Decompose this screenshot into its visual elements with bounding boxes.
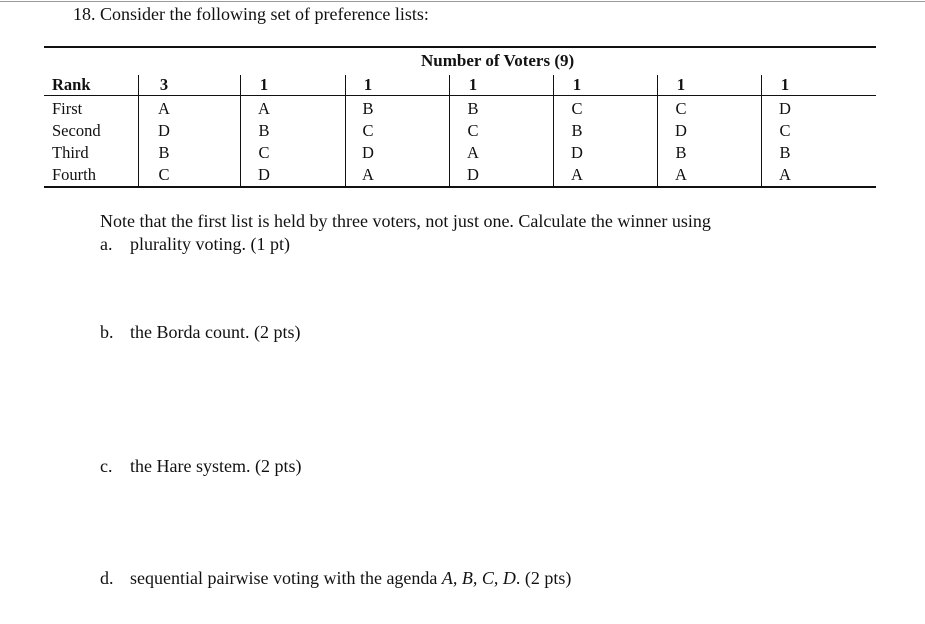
column-divider: [657, 75, 658, 186]
table-cell: D: [158, 121, 170, 140]
table-cell: B: [675, 143, 687, 162]
column-divider: [449, 75, 450, 186]
question-title: 18. Consider the following set of preference lists:: [73, 4, 429, 24]
table-cell: C: [258, 143, 270, 162]
table-cell: A: [362, 165, 374, 184]
part-d: [100, 568, 571, 589]
table-cell: D: [258, 165, 270, 184]
table-cell: D: [779, 99, 791, 118]
table-cell: D: [571, 143, 583, 162]
voter-count: 1: [468, 75, 478, 94]
column-divider: [761, 75, 762, 186]
column-divider: [240, 75, 241, 186]
table-cell: B: [467, 99, 479, 118]
voters-group-header: Number of Voters (9): [421, 51, 575, 70]
part-letter: d.: [100, 568, 114, 588]
column-divider: [345, 75, 346, 186]
rank-header: Rank: [52, 75, 91, 94]
part-letter: a.: [100, 234, 113, 254]
instructions-note: Note that the first list is held by three voters, not just one. Calculate the winner using: [100, 211, 711, 231]
table-cell: C: [158, 165, 170, 184]
part-text: sequential pairwise voting with the agenda: [130, 568, 438, 588]
table-cell: A: [779, 165, 791, 184]
table-bottom-rule: [44, 186, 876, 188]
table-cell: A: [675, 165, 687, 184]
table-cell: A: [467, 143, 479, 162]
part-text: the Borda count. (2 pts): [130, 322, 301, 342]
voter-count: 3: [159, 75, 169, 94]
part-text: the Hare system. (2 pts): [130, 456, 302, 476]
part-c: [100, 456, 301, 477]
table-cell: B: [158, 143, 170, 162]
table-cell: D: [675, 121, 687, 140]
rank-label: First: [52, 99, 83, 118]
table-cell: B: [779, 143, 791, 162]
table-cell: C: [675, 99, 687, 118]
voter-count: 1: [572, 75, 582, 94]
table-top-rule: [44, 46, 876, 48]
preference-table: [44, 0, 876, 200]
table-cell: B: [258, 121, 270, 140]
part-letter: c.: [100, 456, 113, 476]
table-header-rule: [44, 95, 876, 96]
agenda-order: A, B, C, D: [441, 568, 516, 588]
part-text: plurality voting. (1 pt): [130, 234, 290, 254]
voter-count: 1: [780, 75, 790, 94]
table-cell: A: [258, 99, 270, 118]
rank-label: Second: [52, 121, 101, 140]
table-cell: B: [362, 99, 374, 118]
table-cell: C: [779, 121, 791, 140]
rank-label: Fourth: [52, 165, 97, 184]
part-b: [100, 322, 300, 343]
voter-count: 1: [676, 75, 686, 94]
column-divider: [138, 75, 139, 186]
table-cell: C: [362, 121, 374, 140]
table-cell: C: [571, 99, 583, 118]
column-divider: [553, 75, 554, 186]
part-text-suffix: . (2 pts): [515, 568, 572, 588]
part-a: [100, 234, 290, 255]
table-cell: A: [158, 99, 170, 118]
voter-count: 1: [259, 75, 269, 94]
table-cell: B: [571, 121, 583, 140]
table-cell: D: [362, 143, 374, 162]
table-cell: A: [571, 165, 583, 184]
rank-label: Third: [52, 143, 89, 162]
table-cell: D: [467, 165, 479, 184]
table-cell: C: [467, 121, 479, 140]
voter-count: 1: [363, 75, 373, 94]
part-letter: b.: [100, 322, 114, 342]
